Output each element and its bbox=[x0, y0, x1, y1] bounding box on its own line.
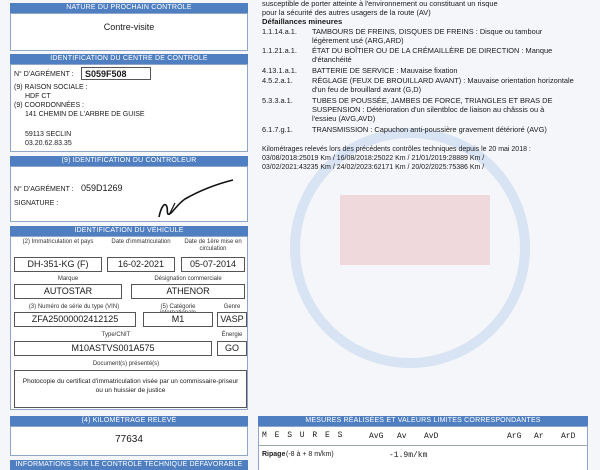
ripage-limits: (-8 à + 8 m/km) bbox=[286, 451, 334, 458]
categorie-value: M1 bbox=[143, 312, 213, 327]
defect-code: 5.3.3.a.1. bbox=[262, 96, 293, 105]
defect-line: SUSPENSION : Détérioration d'un silentbloc de liaison au châssis ou à bbox=[312, 105, 545, 114]
seal-stamp-mark bbox=[340, 195, 490, 265]
genre-value: VASP bbox=[217, 312, 247, 327]
km-value: 77634 bbox=[115, 434, 143, 445]
col-avg: AvG bbox=[369, 432, 384, 441]
date-immat-label: Date d'immatriculation bbox=[111, 239, 171, 245]
defaillances-top-line2: pour la sécurité des autres usagers de la route (AV) bbox=[262, 8, 431, 17]
defect-line: TUBES DE POUSSÉE, JAMBES DE FORCE, TRIANGLES ET BRAS DE bbox=[312, 96, 553, 105]
defect-code: 1.1.21.a.1. bbox=[262, 46, 297, 55]
defaillances-top-line1: susceptible de porter atteinte à l'environnement ou constituant un risque bbox=[262, 0, 498, 8]
centre-panel bbox=[10, 64, 248, 152]
address-line1: 141 CHEMIN DE L'ARBRE DE GUISE bbox=[25, 111, 145, 118]
mesures-header: MESURES RÉALISÉES ET VALEURS LIMITES CORRESPONDANTES bbox=[258, 416, 588, 426]
centre-agrement-value: S059F508 bbox=[81, 67, 151, 80]
defaillances-title: Défaillances mineures bbox=[262, 17, 343, 26]
docs-value: Photocopie du certificat d'immatriculation visée par un commissaire-priseur ou un huissier de justice bbox=[14, 370, 247, 408]
next-control-panel bbox=[10, 13, 248, 51]
km-history-title: Kilométrages relevés lors des précédents contrôles techniques depuis le 20 mai 2018 : bbox=[262, 146, 531, 153]
info-bottom-header: INFORMATIONS SUR LE CONTRÔLE TECHNIQUE DÉFAVORABLE bbox=[10, 460, 248, 470]
col-ar: Ar bbox=[534, 432, 544, 441]
centre-header: IDENTIFICATION DU CENTRE DE CONTRÔLE bbox=[10, 54, 248, 64]
vehicule-panel bbox=[10, 236, 248, 410]
vin-value: ZFA25000002412125 bbox=[14, 312, 136, 327]
defect-line: TAMBOURS DE FREINS, DISQUES DE FREINS : Disque ou tambour bbox=[312, 27, 543, 36]
energie-label: Énergie bbox=[221, 332, 243, 338]
type-value: M10ASTVS001A575 bbox=[14, 341, 212, 356]
mesures-divider bbox=[259, 445, 587, 446]
next-control-value: Contre-visite bbox=[103, 22, 155, 32]
defect-code: 6.1.7.g.1. bbox=[262, 125, 293, 134]
genre-label: Genre bbox=[223, 304, 241, 310]
col-arg: ArG bbox=[507, 432, 522, 441]
defect-line: légèrement usé (ARG,ARD) bbox=[312, 36, 404, 45]
type-label: Type/CNIT bbox=[101, 332, 131, 338]
date-mec-value: 05-07-2014 bbox=[181, 257, 245, 272]
raison-label: (9) RAISON SOCIALE : bbox=[14, 84, 88, 91]
controleur-panel bbox=[10, 166, 248, 222]
defect-line: ÉTAT DU BOÎTIER OU DE LA CRÉMAILLÈRE DE DIRECTION : Manque bbox=[312, 46, 553, 55]
controleur-agrement-label: N° D'AGRÉMENT : bbox=[14, 186, 74, 193]
marque-value: AUTOSTAR bbox=[14, 284, 122, 299]
km-panel bbox=[10, 426, 248, 456]
centre-agrement-label: N° D'AGRÉMENT : bbox=[14, 71, 74, 78]
defect-line: RÉGLAGE (FEUX DE BROUILLARD AVANT) : Mauvaise orientation horizontale bbox=[312, 76, 574, 85]
ripage-value: -1.9m/km bbox=[389, 451, 428, 460]
marque-label: Marque bbox=[57, 276, 79, 282]
defect-code: 1.1.14.a.1. bbox=[262, 27, 297, 36]
categorie-label: (5) Catégorie bbox=[160, 304, 196, 310]
date-immat-value: 16-02-2021 bbox=[107, 257, 175, 272]
energie-value: GO bbox=[217, 341, 247, 356]
vin-label: (3) Numéro de série du type (VIN) bbox=[28, 304, 120, 310]
controleur-header: (9) IDENTIFICATION DU CONTRÔLEUR bbox=[10, 156, 248, 166]
col-av: Av bbox=[397, 432, 407, 441]
mesures-row-label: M E S U R E S bbox=[262, 431, 344, 440]
raison-value: HDF CT bbox=[25, 93, 51, 100]
next-control-header: NATURE DU PROCHAIN CONTRÔLE bbox=[10, 3, 248, 13]
signature-graphic bbox=[141, 177, 241, 223]
col-avd: AvD bbox=[424, 432, 439, 441]
defect-line: BATTERIE DE SERVICE : Mauvaise fixation bbox=[312, 66, 458, 75]
defect-line: d'un feu de brouillard avant (G,D) bbox=[312, 85, 422, 94]
immat-value: DH-351-KG (F) bbox=[14, 257, 102, 272]
docs-label: Document(s) présenté(s) bbox=[92, 361, 160, 367]
defect-line: d'étanchéité bbox=[312, 55, 352, 64]
defect-code: 4.5.2.a.1. bbox=[262, 76, 293, 85]
defect-line: TRANSMISSION : Capuchon anti-poussière gravement détérioré (AVG) bbox=[312, 125, 547, 134]
address-line2: 59113 SECLIN bbox=[25, 131, 72, 138]
controleur-agrement-value: 059D1269 bbox=[81, 183, 123, 193]
defect-line: l'essieu (AVG,AVD) bbox=[312, 114, 376, 123]
km-header: (4) KILOMÉTRAGE RELEVÉ bbox=[10, 416, 248, 426]
defect-code: 4.13.1.a.1. bbox=[262, 66, 297, 75]
coord-label: (9) COORDONNÉES : bbox=[14, 102, 85, 109]
col-ard: ArD bbox=[561, 432, 576, 441]
km-history-line1: 03/08/2018:25019 Km / 16/08/2018:25022 Km / 21/01/2019:28889 Km / bbox=[262, 155, 485, 162]
km-history-line2: 03/02/2021:43235 Km / 24/02/2023:62171 Km / 20/02/2025:75386 Km / bbox=[262, 164, 485, 171]
signature-label: SIGNATURE : bbox=[14, 200, 59, 207]
date-mec-label: Date de 1ère mise en circulation bbox=[184, 239, 242, 252]
denom-label: Désignation commerciale bbox=[154, 276, 222, 282]
centre-phone: 03.20.62.83.35 bbox=[25, 140, 72, 147]
mesures-panel bbox=[258, 426, 588, 470]
vehicule-header: IDENTIFICATION DU VÉHICULE bbox=[10, 226, 248, 236]
immat-label: (2) Immatriculation et pays bbox=[22, 239, 94, 245]
denom-value: ATHENOR bbox=[131, 284, 245, 299]
ripage-label: Ripage bbox=[262, 451, 286, 458]
